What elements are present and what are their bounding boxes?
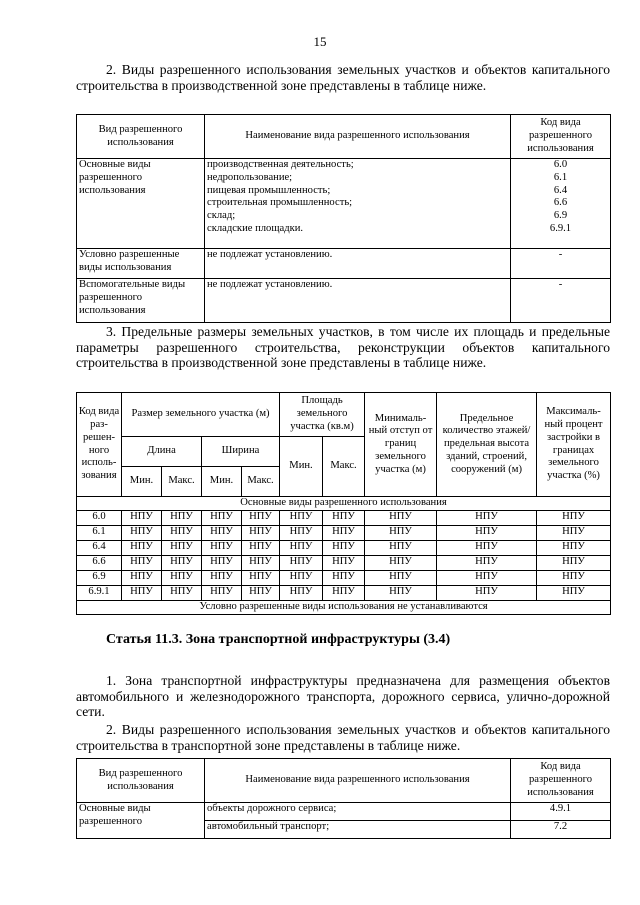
cell-value: НПУ bbox=[162, 526, 202, 541]
row-name-conditional: не подлежат установлению. bbox=[205, 249, 511, 279]
cell-value: НПУ bbox=[537, 586, 611, 601]
cell-value: НПУ bbox=[202, 526, 242, 541]
permitted-uses-table-industrial bbox=[76, 114, 611, 323]
cell-value: НПУ bbox=[162, 556, 202, 571]
cell-value: НПУ bbox=[280, 526, 323, 541]
cell-value: НПУ bbox=[122, 571, 162, 586]
cell-value: НПУ bbox=[365, 556, 437, 571]
cell-value: НПУ bbox=[365, 511, 437, 526]
header-use-name: Наименование вида разрешенного использования bbox=[205, 115, 511, 159]
cell-value: НПУ bbox=[365, 541, 437, 556]
cell-value: НПУ bbox=[202, 571, 242, 586]
cell-value: НПУ bbox=[202, 511, 242, 526]
header-use-code: Код вида разрешенного использования bbox=[511, 759, 611, 803]
header-use-type: Вид разрешенного использования bbox=[77, 759, 205, 803]
cell-value: НПУ bbox=[242, 511, 280, 526]
cell-value: НПУ bbox=[202, 586, 242, 601]
header-use-code: Код вида разрешенного использования bbox=[511, 115, 611, 159]
cell-value: НПУ bbox=[162, 541, 202, 556]
use-name: объекты дорожного сервиса; bbox=[205, 803, 511, 821]
header-length: Длина bbox=[122, 437, 202, 467]
row-code-conditional: - bbox=[511, 249, 611, 279]
cell-value: НПУ bbox=[242, 571, 280, 586]
use-name: автомобильный транспорт; bbox=[205, 821, 511, 839]
cell-value: НПУ bbox=[280, 511, 323, 526]
use-code: 6.4 bbox=[553, 184, 568, 196]
cell-value: НПУ bbox=[437, 526, 537, 541]
cell-value: НПУ bbox=[437, 586, 537, 601]
cell-value: НПУ bbox=[437, 556, 537, 571]
table-row bbox=[77, 586, 611, 601]
cell-value: НПУ bbox=[202, 541, 242, 556]
cell-value: НПУ bbox=[323, 526, 365, 541]
cell-value: НПУ bbox=[437, 511, 537, 526]
cell-value: НПУ bbox=[537, 541, 611, 556]
header-length-min: Мин. bbox=[122, 467, 162, 497]
row-type-auxiliary: Вспомогательные виды разрешенного использования bbox=[77, 279, 205, 323]
header-code: Код вида раз- решен- ного исполь- зования bbox=[77, 393, 122, 497]
cell-value: НПУ bbox=[122, 511, 162, 526]
permitted-uses-table-transport bbox=[76, 758, 611, 839]
cell-value: НПУ bbox=[162, 586, 202, 601]
cell-value: НПУ bbox=[242, 541, 280, 556]
use-name: пищевая промышленность; bbox=[207, 184, 331, 196]
cell-value: НПУ bbox=[323, 541, 365, 556]
cell-value: НПУ bbox=[437, 541, 537, 556]
use-code: 7.2 bbox=[511, 821, 611, 839]
row-code: 6.1 bbox=[77, 526, 122, 541]
cell-value: НПУ bbox=[162, 571, 202, 586]
header-width-max: Макс. bbox=[242, 467, 280, 497]
header-use-type: Вид разрешенного использования bbox=[77, 115, 205, 159]
cell-value: НПУ bbox=[323, 556, 365, 571]
header-width-min: Мин. bbox=[202, 467, 242, 497]
row-code-auxiliary: - bbox=[511, 279, 611, 323]
table-row bbox=[77, 526, 611, 541]
cell-value: НПУ bbox=[122, 541, 162, 556]
limit-sizes-table-industrial bbox=[76, 392, 611, 615]
use-name: производственная деятельность; bbox=[207, 159, 354, 170]
paragraph-transport-uses-intro: 2. Виды разрешенного использования земельных участков и объектов капитального строительства в транспортной зоне представлены в таблице ниже. bbox=[76, 722, 610, 753]
use-code: 6.6 bbox=[553, 197, 568, 209]
cell-value: НПУ bbox=[122, 526, 162, 541]
cell-value: НПУ bbox=[323, 571, 365, 586]
table-row bbox=[77, 511, 611, 526]
use-name: склад; bbox=[207, 210, 236, 222]
use-code: 4.9.1 bbox=[511, 803, 611, 821]
header-area-max: Макс. bbox=[323, 437, 365, 497]
cell-value: НПУ bbox=[365, 526, 437, 541]
cell-value: НПУ bbox=[280, 556, 323, 571]
row-name-auxiliary: не подлежат установлению. bbox=[205, 279, 511, 323]
cell-value: НПУ bbox=[280, 586, 323, 601]
row-code: 6.9 bbox=[77, 571, 122, 586]
paragraph-transport-zone-purpose: 1. Зона транспортной инфраструктуры предназначена для размещения объектов автомобильного и железнодорожного транспорта, дорожного сервиса, улично-дорожной сети. bbox=[76, 673, 610, 720]
use-name: складские площадки. bbox=[207, 222, 304, 234]
header-use-name: Наименование вида разрешенного использования bbox=[205, 759, 511, 803]
use-code: 6.9.1 bbox=[549, 222, 572, 234]
paragraph-limit-sizes-intro: 3. Предельные размеры земельных участков, в том числе их площадь и предельные параметры разрешенного строительства, реконструкции объектов капитального строительства в производственной зоне представлены в таблице ниже. bbox=[76, 324, 610, 371]
cell-value: НПУ bbox=[365, 586, 437, 601]
cell-value: НПУ bbox=[122, 586, 162, 601]
cell-value: НПУ bbox=[537, 511, 611, 526]
header-width: Ширина bbox=[202, 437, 280, 467]
use-code: 6.9 bbox=[553, 210, 568, 222]
cell-value: НПУ bbox=[162, 511, 202, 526]
cell-value: НПУ bbox=[242, 526, 280, 541]
section-row-conditional: Условно разрешенные виды использования не устанавливаются bbox=[77, 601, 611, 615]
cell-value: НПУ bbox=[537, 571, 611, 586]
use-name: строительная промышленность; bbox=[207, 197, 353, 209]
cell-value: НПУ bbox=[280, 541, 323, 556]
cell-value: НПУ bbox=[323, 586, 365, 601]
cell-value: НПУ bbox=[437, 571, 537, 586]
header-length-max: Макс. bbox=[162, 467, 202, 497]
use-code: 6.0 bbox=[553, 159, 568, 170]
row-names-main bbox=[205, 159, 511, 249]
table-row bbox=[77, 571, 611, 586]
table-row bbox=[77, 556, 611, 571]
header-max-floors: Предельное количество этажей/ предельная высота зданий, строений, сооружений (м) bbox=[437, 393, 537, 497]
row-type-main: Основные виды разрешенного использования bbox=[77, 159, 205, 249]
header-plot-size: Размер земельного участка (м) bbox=[122, 393, 280, 437]
row-type-conditional: Условно разрешенные виды использования bbox=[77, 249, 205, 279]
row-code: 6.4 bbox=[77, 541, 122, 556]
table-row bbox=[77, 541, 611, 556]
header-plot-area: Площадь земельного участка (кв.м) bbox=[280, 393, 365, 437]
cell-value: НПУ bbox=[537, 526, 611, 541]
header-area-min: Мин. bbox=[280, 437, 323, 497]
use-code: 6.1 bbox=[553, 171, 568, 183]
row-type-main: Основные виды разрешенного bbox=[77, 803, 205, 839]
cell-value: НПУ bbox=[242, 586, 280, 601]
row-code: 6.9.1 bbox=[77, 586, 122, 601]
cell-value: НПУ bbox=[202, 556, 242, 571]
section-row-main: Основные виды разрешенного использования bbox=[77, 497, 611, 511]
cell-value: НПУ bbox=[537, 556, 611, 571]
page-number: 15 bbox=[313, 34, 327, 49]
cell-value: НПУ bbox=[365, 571, 437, 586]
cell-value: НПУ bbox=[122, 556, 162, 571]
paragraph-permitted-uses-intro: 2. Виды разрешенного использования земельных участков и объектов капитального строительства в производственной зоне представлены в таблице ниже. bbox=[76, 62, 610, 93]
header-min-setback: Минималь- ный отступ от границ земельного участка (м) bbox=[365, 393, 437, 497]
cell-value: НПУ bbox=[323, 511, 365, 526]
row-codes-main bbox=[511, 159, 611, 249]
cell-value: НПУ bbox=[242, 556, 280, 571]
row-code: 6.0 bbox=[77, 511, 122, 526]
cell-value: НПУ bbox=[280, 571, 323, 586]
row-code: 6.6 bbox=[77, 556, 122, 571]
section-heading: Статья 11.3. Зона транспортной инфраструктуры (3.4) bbox=[106, 632, 451, 647]
use-name: недропользование; bbox=[207, 171, 293, 183]
header-max-coverage: Максималь- ный процент застройки в границах земельного участка (%) bbox=[537, 393, 611, 497]
